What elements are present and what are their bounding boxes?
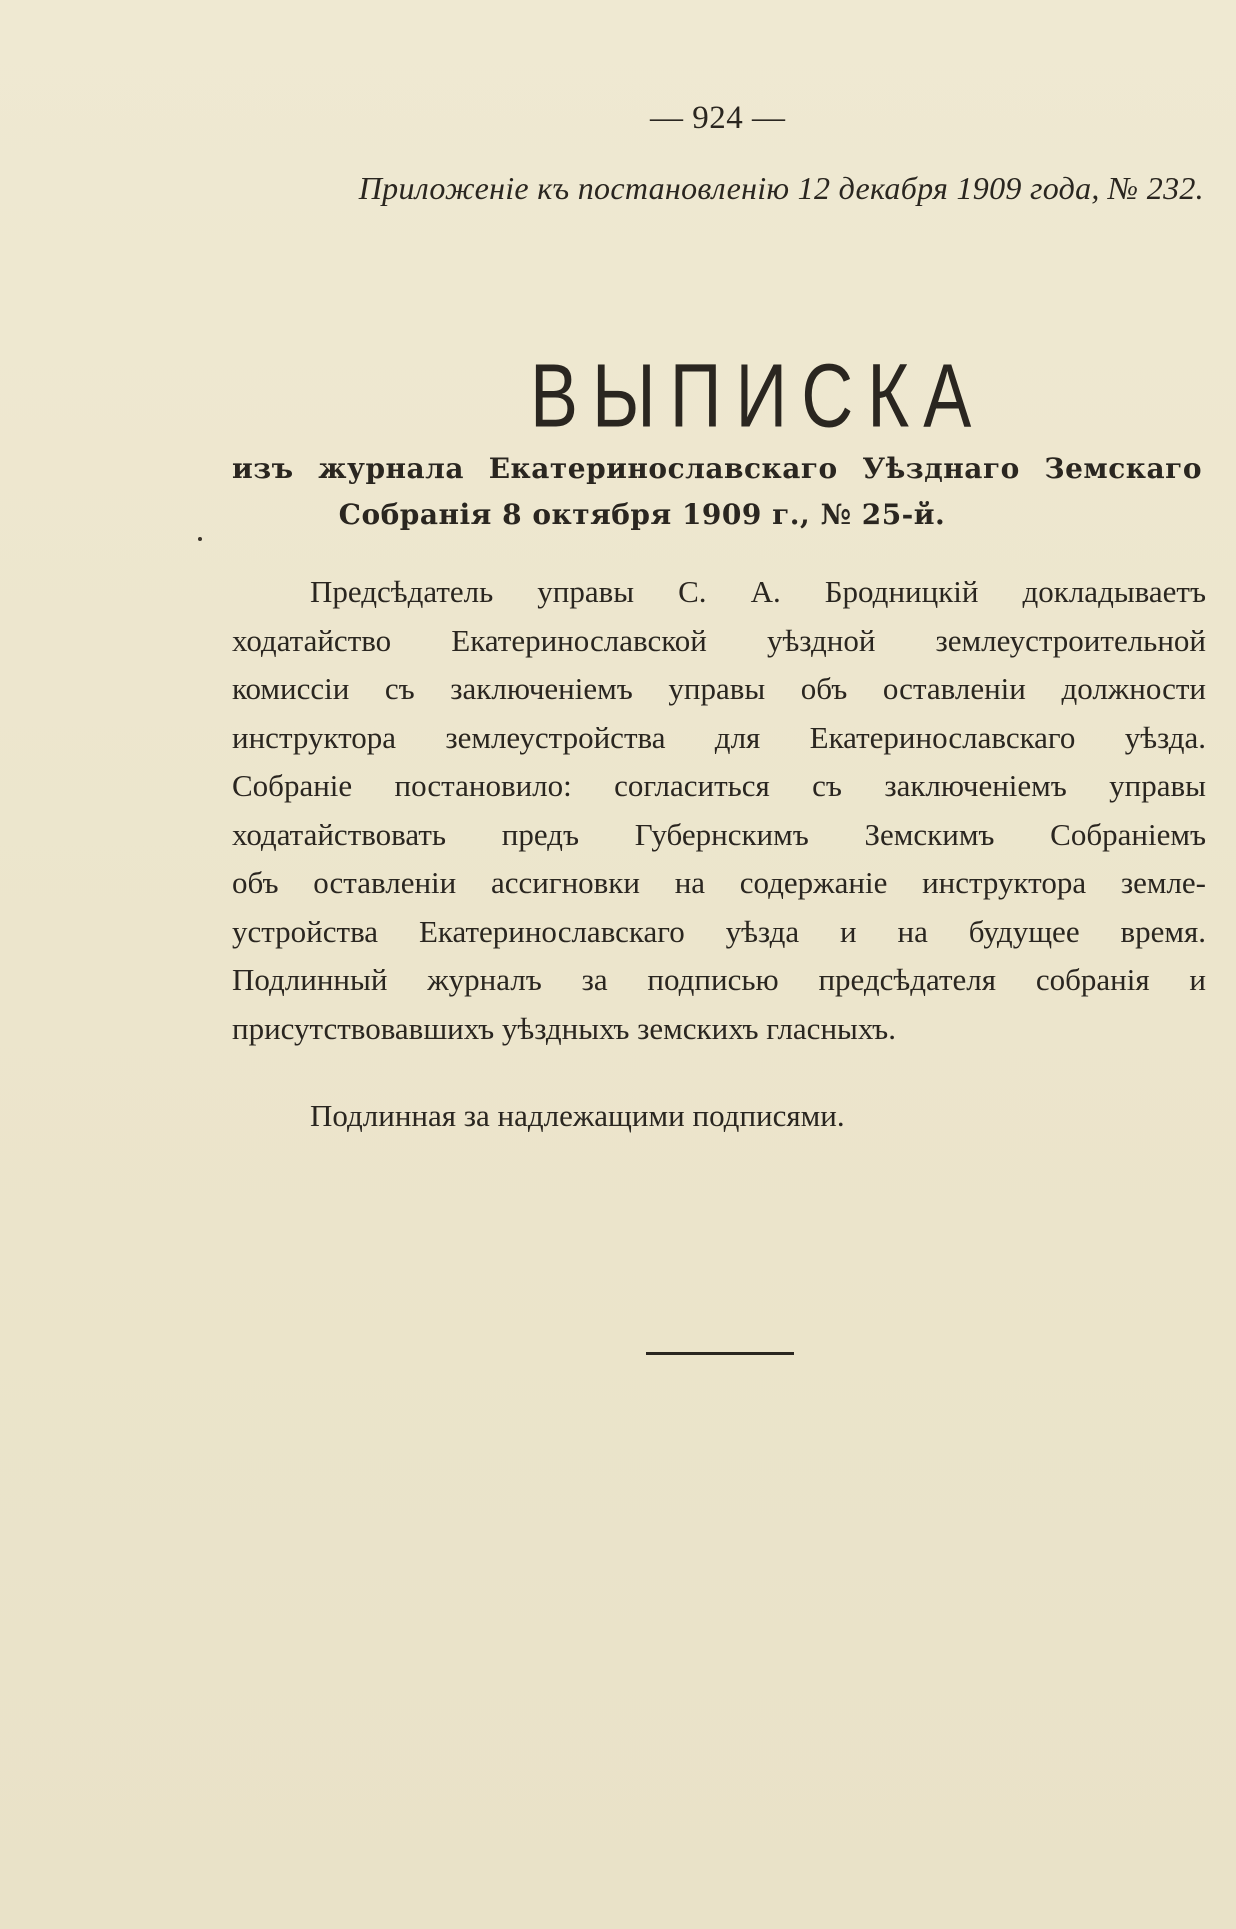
body-line: Собраніе постановило: согласиться съ заключеніемъ управы <box>232 768 1206 803</box>
body-line: ходатайство Екатеринославской уѣздной землеустроительной <box>232 622 1206 658</box>
body-line: устройства Екатеринославскаго уѣзда и на будущее время. <box>232 913 1206 949</box>
body-line: объ оставленіи ассигновки на содержаніе инструктора земле- <box>232 865 1206 900</box>
body-paragraph <box>232 568 1206 1053</box>
closing-rule <box>646 1352 794 1355</box>
body-line: инструктора землеустройства для Екатеринославскаго уѣзда. <box>232 719 1206 755</box>
page-number: — 924 — <box>650 100 786 136</box>
subtitle-line-1: изъ журнала Екатеринославскаго Уѣзднаго Земскаго <box>232 452 1202 485</box>
body-line: ходатайствовать предъ Губернскимъ Земскимъ Собраніемъ <box>232 816 1206 852</box>
document-title: ВЫПИСКА <box>530 346 986 447</box>
body-line: Подлинный журналъ за подписью предсѣдателя собранія и <box>232 962 1206 997</box>
body-line: присутствовавшихъ уѣздныхъ земскихъ гласныхъ. <box>232 1010 896 1046</box>
subtitle-line-2: Собранія 8 октября 1909 г., № 25-й. <box>338 498 946 531</box>
body-line: комиссіи съ заключеніемъ управы объ оставленіи должности <box>232 671 1206 706</box>
closing-statement: Подлинная за надлежащими подписями. <box>310 1098 845 1133</box>
body-line: Предсѣдатель управы С. А. Бродницкій докладываетъ <box>310 574 1206 609</box>
appendix-reference: Приложеніе къ постановленію 12 декабря 1909 года, № 232. <box>358 170 1204 206</box>
ink-speck <box>198 537 202 541</box>
